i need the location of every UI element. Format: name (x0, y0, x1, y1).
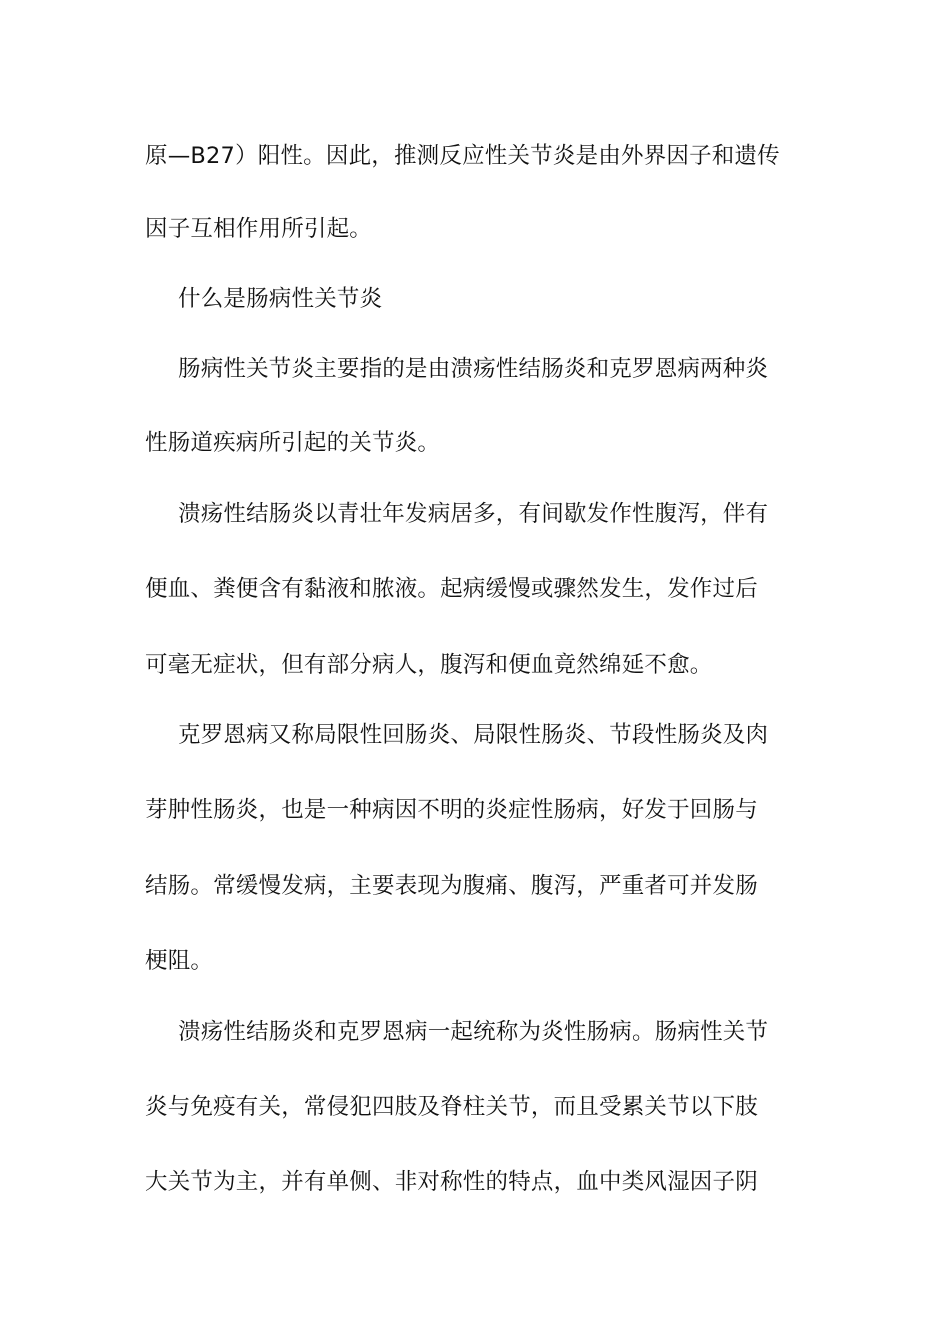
text-line-1: 原—B27）阳性。因此，推测反应性关节炎是由外界因子和遗传 (145, 143, 780, 169)
text-line-2: 因子互相作用所引起。 (145, 216, 373, 242)
text-line-9: 克罗恩病又称局限性回肠炎、局限性肠炎、节段性肠炎及肉 (178, 722, 769, 748)
text-line-5: 性肠道疾病所引起的关节炎。 (145, 430, 441, 456)
text-line-6: 溃疡性结肠炎以青壮年发病居多，有间歇发作性腹泻，伴有 (178, 501, 769, 527)
text-line-15: 大关节为主，并有单侧、非对称性的特点，血中类风湿因子阴 (145, 1169, 758, 1195)
text-line-14: 炎与免疫有关，常侵犯四肢及脊柱关节，而且受累关节以下肢 (145, 1094, 758, 1120)
text-line-10: 芽肿性肠炎，也是一种病因不明的炎症性肠病，好发于回肠与 (145, 797, 758, 823)
text-line-4: 肠病性关节炎主要指的是由溃疡性结肠炎和克罗恩病两种炎 (178, 356, 769, 382)
text-line-8: 可毫无症状，但有部分病人，腹泻和便血竟然绵延不愈。 (145, 652, 713, 678)
text-line-7: 便血、粪便含有黏液和脓液。起病缓慢或骤然发生，发作过后 (145, 576, 758, 602)
text-line-12: 梗阻。 (145, 948, 214, 974)
text-line-13: 溃疡性结肠炎和克罗恩病一起统称为炎性肠病。肠病性关节 (178, 1019, 769, 1045)
text-line-11: 结肠。常缓慢发病，主要表现为腹痛、腹泻，严重者可并发肠 (145, 873, 758, 899)
section-heading: 什么是肠病性关节炎 (178, 286, 383, 312)
